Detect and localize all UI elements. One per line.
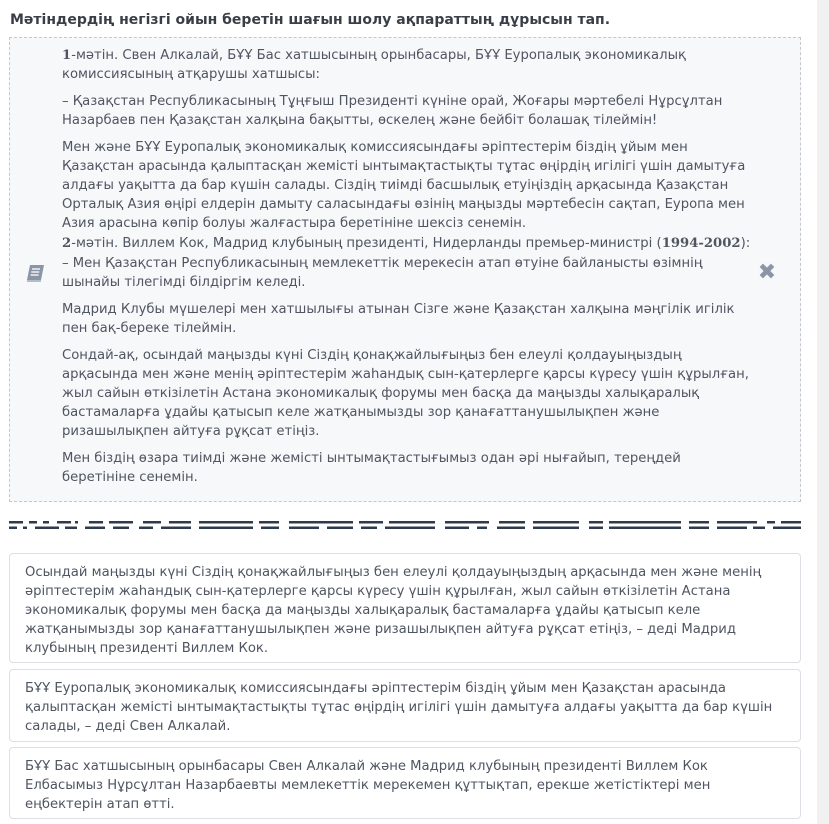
- question-text: Мәтіндердің негізгі ойын беретін шағын шолу ақпараттың дұрысын тап.: [10, 12, 611, 28]
- answer-option-2[interactable]: БҰҰ Еуропалық экономикалық комиссиясындағы әріптестерім біздің ұйым мен Қазақстан арасында қалыптасқан жемісті ынтымақтастықты тұтас өңірдің игілігі үшін дамытуға алдағы уақытта да бар күшін салады, – деді Свен Алкалай.: [9, 669, 801, 742]
- scrollbar[interactable]: [817, 0, 829, 824]
- text1-paragraph-1: – Қазақстан Республикасының Тұңғыш Президенті күніне орай, Жоғары мәртебелі Нұрсұлтан Назарбаев пен Қазақстан халқына бақытты, өскелең және бейбіт болашақ тілеймін!: [62, 94, 723, 128]
- passage-box: [9, 37, 801, 502]
- answer-option-1[interactable]: Осындай маңызды күні Сіздің қонақжайлығыңыз бен елеулі қолдауыңыздың арқасында мен және менің әріптестерім жаһандық сын-қатерлерге қарсы күресу үшін құрылған, жыл сайын өткізілетін Астана экономикалық форумы мен басқа да маңызды халықаралық бастамаларға ұдайы қатысып келе жатқанымызды зор қанағаттанушылықпен және ризашылықпен айтуға рұқсат етіңіз, – деді Мадрид клубының президенті Виллем Кок.: [9, 553, 801, 663]
- close-icon[interactable]: ✖: [757, 260, 777, 285]
- answer-option-3[interactable]: БҰҰ Бас хатшысының орынбасары Свен Алкалай және Мадрид клубының президенті Виллем Кок Елбасымыз Нұрсұлтан Назарбаевты мемлекеттік мерекемен құттықтап, ерекше жетістіктері мен еңбектерін атап өтті.: [9, 747, 801, 819]
- text1-paragraph-2: Мен және БҰҰ Еуропалық экономикалық комиссиясындағы әріптестерім біздің ұйым мен Қазақстан арасында қалыптасқан жемісті ынтымақтастықты тұтас өңірдің игілігі үшін дамытуға алдағы уақытта да бар күшін салады. Сіздің тиімді басшылық етуіңіздің арқасында Қазақстан Орталық Азия өңірі елдерін дамыту саласындағы өзінің маңызды мәртебесін сақтап, Еуропа мен Азия арасына көпір болуы жалғастыра беретініне шексіз сенемін.: [62, 140, 746, 231]
- book-icon[interactable]: [25, 263, 47, 283]
- text2-intro: 2-мәтін. Виллем Кок, Мадрид клубының президенті, Нидерланды премьер-министрі (1994-2002):: [62, 236, 751, 251]
- text1-intro: 1-мәтін. Свен Алкалай, БҰҰ Бас хатшысының орынбасары, БҰҰ Еуропалық экономикалық комиссиясының атқарушы хатшысы:: [62, 48, 686, 82]
- passage-content: [62, 46, 752, 495]
- text2-paragraph-4: Мен біздің өзара тиімді және жемісті ынтымақтастығымыз одан әрі нығайып, тереңдей беретініне сенемін.: [62, 451, 681, 485]
- text2-paragraph-2: Мадрид Клубы мүшелері мен хатшылығы атынан Сізге және Қазақстан халқына мәңгілік игілік пен бақ-береке тілеймін.: [62, 302, 735, 336]
- text2-paragraph-3: Сондай-ақ, осындай маңызды күні Сіздің қонақжайлығыңыз бен елеулі қолдауыңыздың арқасында мен және менің әріптестерім жаһандық сын-қатерлерге қарсы күресу үшін құрылған, жыл сайын өткізілетін Астана экономикалық форумы мен басқа да маңызды халықаралық бастамаларға ұдайы қатысып келе жатқанымызды зор қанағаттанушылықпен және ризашылықпен айтуға рұқсат етіңіз.: [62, 348, 749, 439]
- text2-paragraph-1: – Мен Қазақстан Республикасының мемлекеттік мерекесін атап өтуіне байланысты өзімнің шынайы тілегімді білдіргім келеді.: [62, 256, 703, 290]
- section-divider: [9, 521, 801, 529]
